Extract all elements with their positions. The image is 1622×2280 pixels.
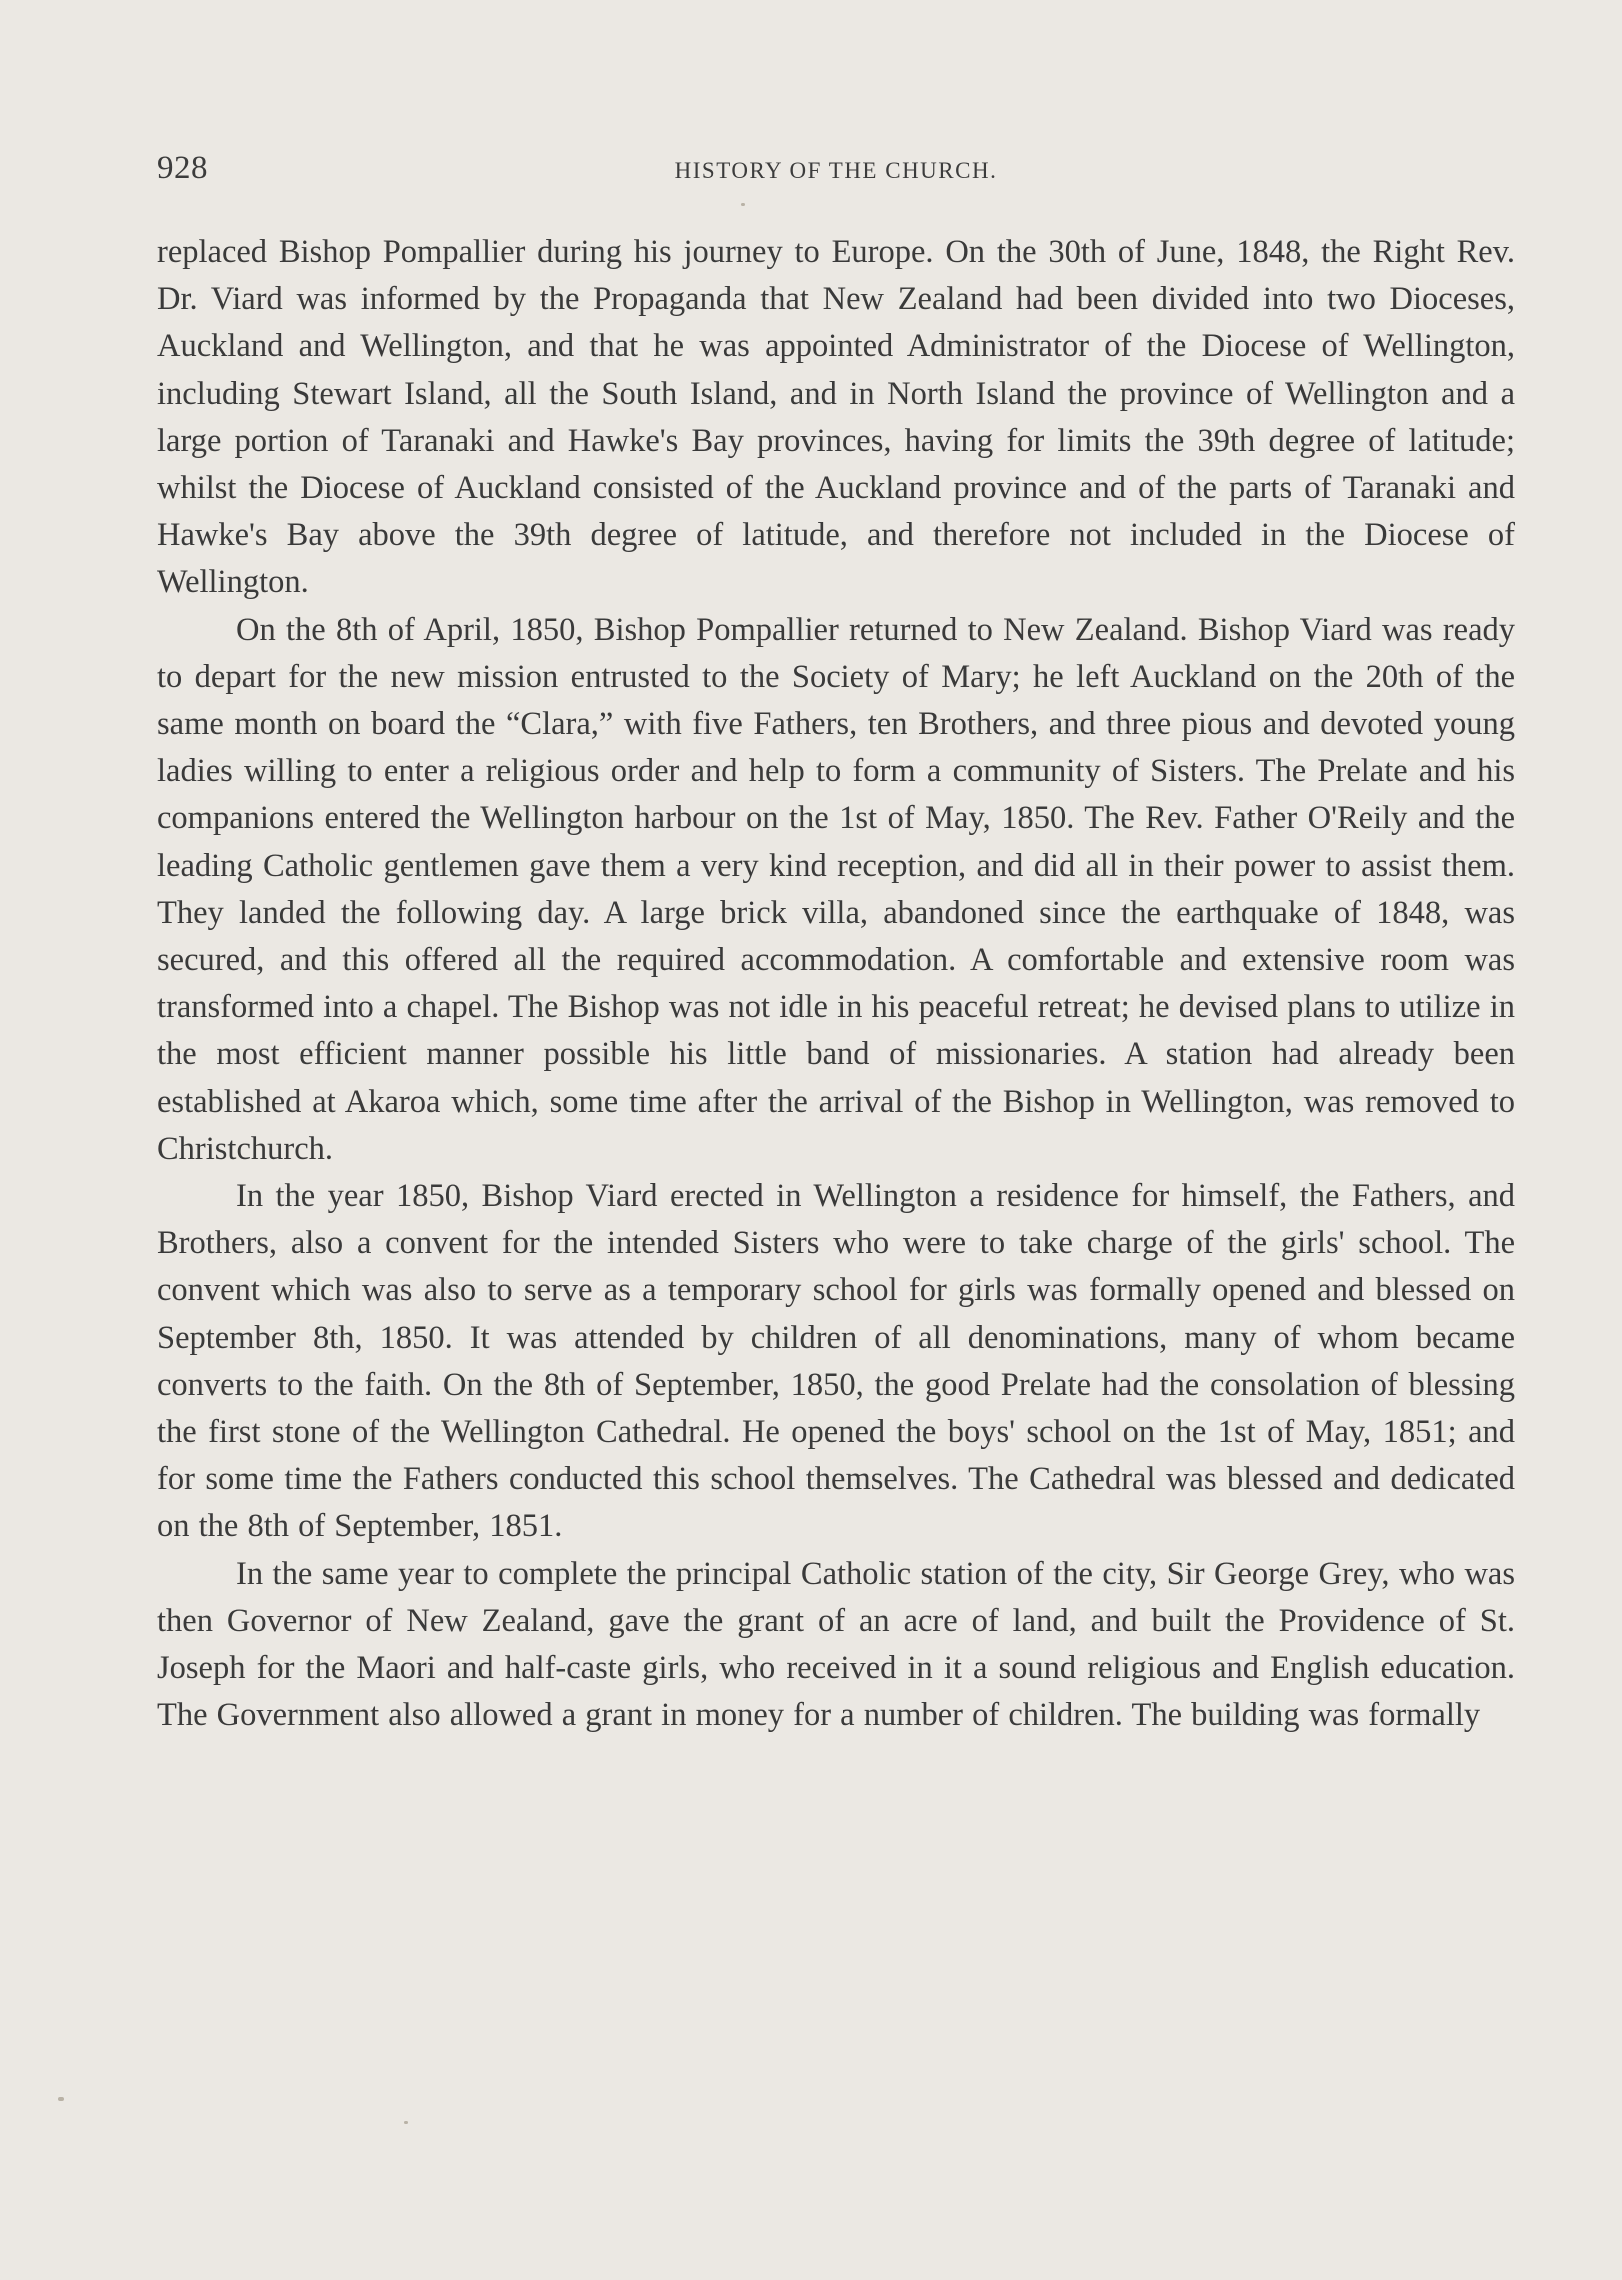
body-text [157, 229, 1515, 1740]
running-title: HISTORY OF THE CHURCH. [674, 158, 998, 183]
paper-speck [58, 2097, 64, 2101]
paper-speck [741, 203, 745, 206]
paragraph-continued: replaced Bishop Pompallier during his journey to Europe. On the 30th of June, 1848, the Right Rev. Dr. Viard was informed by the Propaganda that New Zealand had been divided into two Dioceses, Auckland and Wellington, and that he was appointed Administrator of the Diocese of Wellington, including Stewart Island, all the South Island, and in North Island the province of Wellington and a large portion of Taranaki and Hawke's Bay provinces, having for limits the 39th degree of latitude; whilst the Diocese of Auckland consisted of the Auckland province and of the parts of Taranaki and Hawke's Bay above the 39th degree of latitude, and therefore not included in the Diocese of Wellington. [157, 234, 1515, 601]
paragraph: On the 8th of April, 1850, Bishop Pompallier returned to New Zealand. Bishop Viard was ready to depart for the new mission entrusted to the Society of Mary; he left Auckland on the 20th of the same month on board the “Clara,” with five Fathers, ten Brothers, and three pious and devoted young ladies willing to enter a religious order and help to form a community of Sisters. The Prelate and his companions entered the Wellington harbour on the 1st of May, 1850. The Rev. Father O'Reily and the leading Catholic gentlemen gave them a very kind reception, and did all in their power to assist them. They landed the following day. A large brick villa, abandoned since the earthquake of 1848, was secured, and this offered all the required accommodation. A comfortable and extensive room was transformed into a chapel. The Bishop was not idle in his peaceful retreat; he devised plans to utilize in the most efficient manner possible his little band of missionaries. A station had already been established at Akaroa which, some time after the arrival of the Bishop in Wellington, was removed to Christchurch. [157, 611, 1515, 1167]
paragraph: In the same year to complete the principal Catholic station of the city, Sir George Grey, who was then Governor of New Zealand, gave the grant of an acre of land, and built the Providence of St. Joseph for the Maori and half-caste girls, who received in it a sound religious and English education. The Government also allowed a grant in money for a number of children. The building was formally [157, 1555, 1515, 1734]
paragraph: In the year 1850, Bishop Viard erected in Wellington a residence for himself, the Fathers, and Brothers, also a convent for the intended Sisters who were to take charge of the girls' school. The convent which was also to serve as a temporary school for girls was formally opened and blessed on September 8th, 1850. It was attended by children of all denominations, many of whom became converts to the faith. On the 8th of September, 1850, the good Prelate had the consolation of blessing the first stone of the Wellington Cathedral. He opened the boys' school on the 1st of May, 1851; and for some time the Fathers conducted this school themselves. The Cathedral was blessed and dedicated on the 8th of September, 1851. [157, 1178, 1515, 1545]
running-head [157, 150, 1515, 190]
paper-speck [404, 2121, 408, 2124]
page-number: 928 [157, 150, 208, 186]
